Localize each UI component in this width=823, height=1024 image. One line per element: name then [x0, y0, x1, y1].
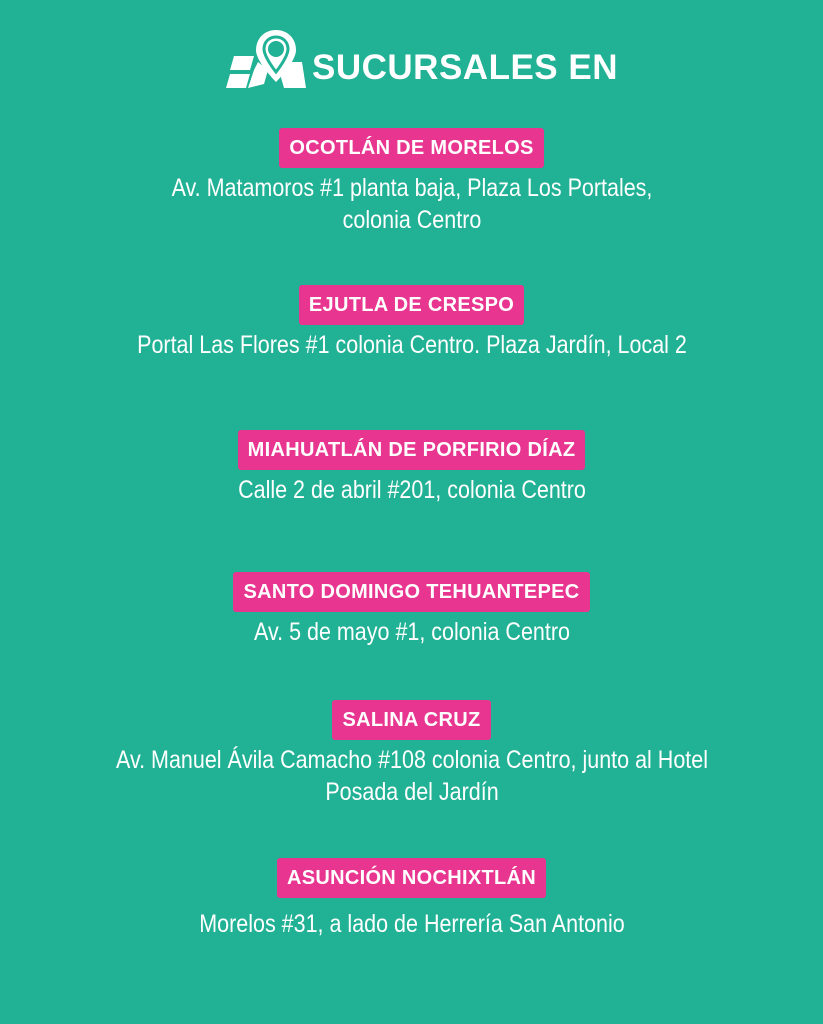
branch-name-badge: MIAHUATLÁN DE PORFIRIO DÍAZ: [238, 430, 586, 470]
branch-name-badge: SANTO DOMINGO TEHUANTEPEC: [233, 572, 589, 612]
branch-salina-cruz: [0, 700, 823, 808]
branch-address: Calle 2 de abril #201, colonia Centro: [237, 476, 586, 504]
branch-ocotlan: [0, 128, 823, 236]
branch-name-badge: ASUNCIÓN NOCHIXTLÁN: [277, 858, 546, 898]
branch-name-badge: SALINA CRUZ: [332, 700, 490, 740]
branch-ejutla: [0, 285, 823, 361]
header: [0, 24, 823, 104]
page-title: SUCURSALES EN: [312, 48, 618, 87]
branch-name-badge: EJUTLA DE CRESPO: [299, 285, 524, 325]
branch-address: Av. Manuel Ávila Camacho #108 colonia Centro, junto al Hotel Posada del Jardín: [115, 746, 708, 806]
branch-address: Av. Matamoros #1 planta baja, Plaza Los Portales, colonia Centro: [171, 174, 652, 234]
branch-name-badge: OCOTLÁN DE MORELOS: [279, 128, 543, 168]
branch-nochixtlan: [0, 858, 823, 940]
branch-address: Morelos #31, a lado de Herrería San Antonio: [198, 910, 625, 938]
map-pin-icon: [224, 26, 308, 98]
branch-address: Portal Las Flores #1 colonia Centro. Plaza Jardín, Local 2: [136, 331, 687, 359]
branch-address: Av. 5 de mayo #1, colonia Centro: [253, 618, 570, 646]
branch-tehuantepec: [0, 572, 823, 648]
branch-miahuatlan: [0, 430, 823, 506]
